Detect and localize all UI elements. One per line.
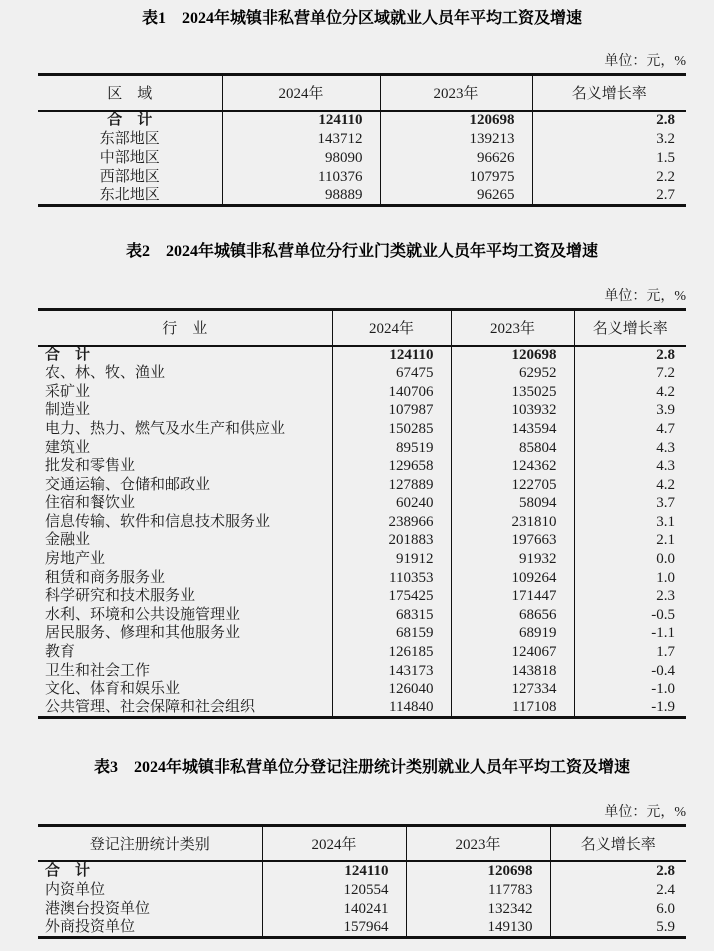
cell-value: 68315 <box>332 606 451 625</box>
cell-value: 4.3 <box>574 438 686 457</box>
row-label: 中部地区 <box>99 149 160 166</box>
table-row <box>38 680 686 699</box>
table-row <box>38 346 686 365</box>
cell-value: 107987 <box>332 401 451 420</box>
table-row <box>38 643 686 662</box>
row-label: 房地产业 <box>45 551 106 568</box>
table-row <box>38 861 686 880</box>
cell-value: 4.7 <box>574 420 686 439</box>
row-label: 信息传输、软件和信息技术服务业 <box>45 513 271 530</box>
table1-col-growth: 名义增长率 <box>532 75 686 111</box>
row-label: 合 计 <box>45 347 91 364</box>
cell-value: 2.1 <box>574 531 686 550</box>
cell-value: 2.8 <box>550 861 686 880</box>
table1-col-2023: 2023年 <box>380 75 532 111</box>
cell-value: 149130 <box>406 918 550 937</box>
row-label: 文化、体育和娱乐业 <box>45 681 181 698</box>
row-label: 科学研究和技术服务业 <box>45 588 196 605</box>
row-label: 公共管理、社会保障和社会组织 <box>45 699 256 716</box>
cell-value: 143594 <box>451 420 574 439</box>
table2-col-industry: 行 业 <box>38 310 332 346</box>
cell-value: 2.4 <box>550 880 686 899</box>
table3-col-2024: 2024年 <box>262 825 406 861</box>
cell-value: 1.7 <box>574 643 686 662</box>
cell-value: 3.9 <box>574 401 686 420</box>
cell-value: 6.0 <box>550 899 686 918</box>
table-row <box>38 168 686 187</box>
cell-value: 62952 <box>451 364 574 383</box>
table-row <box>38 420 686 439</box>
cell-value: 124110 <box>222 111 380 130</box>
table1-header-row <box>38 75 686 111</box>
cell-value: 129658 <box>332 457 451 476</box>
table2-col-growth: 名义增长率 <box>574 310 686 346</box>
table-row <box>38 587 686 606</box>
cell-value: -1.0 <box>574 680 686 699</box>
cell-value: 107975 <box>380 168 532 187</box>
cell-value: 98889 <box>222 187 380 206</box>
table-row <box>38 111 686 130</box>
row-label: 西部地区 <box>99 168 160 185</box>
table1-col-region: 区 域 <box>38 75 222 111</box>
table-row <box>38 149 686 168</box>
table-row <box>38 624 686 643</box>
cell-value: 85804 <box>451 438 574 457</box>
table-row <box>38 494 686 513</box>
cell-value: 110376 <box>222 168 380 187</box>
table2-col-2023: 2023年 <box>451 310 574 346</box>
cell-value: 91912 <box>332 550 451 569</box>
cell-value: 231810 <box>451 513 574 532</box>
cell-value: 143818 <box>451 662 574 681</box>
cell-value: 127889 <box>332 476 451 495</box>
table3-col-growth: 名义增长率 <box>550 825 686 861</box>
row-label: 建筑业 <box>45 439 91 456</box>
cell-value: 117108 <box>451 699 574 718</box>
cell-value: 175425 <box>332 587 451 606</box>
cell-value: 68656 <box>451 606 574 625</box>
table2-body <box>38 346 686 718</box>
table-row <box>38 880 686 899</box>
table-row <box>38 364 686 383</box>
cell-value: 4.3 <box>574 457 686 476</box>
row-label: 合 计 <box>45 863 91 880</box>
table1-body <box>38 111 686 206</box>
table1-col-2024: 2024年 <box>222 75 380 111</box>
cell-value: 124110 <box>262 861 406 880</box>
cell-value: 3.1 <box>574 513 686 532</box>
cell-value: 120698 <box>380 111 532 130</box>
row-label: 采矿业 <box>45 383 91 400</box>
cell-value: -1.9 <box>574 699 686 718</box>
table-row <box>38 569 686 588</box>
cell-value: 2.8 <box>574 346 686 365</box>
cell-value: 4.2 <box>574 476 686 495</box>
cell-value: 89519 <box>332 438 451 457</box>
cell-value: 201883 <box>332 531 451 550</box>
cell-value: 0.0 <box>574 550 686 569</box>
cell-value: 171447 <box>451 587 574 606</box>
cell-value: 2.7 <box>532 187 686 206</box>
table-row <box>38 550 686 569</box>
cell-value: 157964 <box>262 918 406 937</box>
table3-body <box>38 861 686 937</box>
table1-unit-label: 单位：元，% <box>604 54 686 69</box>
cell-value: 140706 <box>332 383 451 402</box>
cell-value: 7.2 <box>574 364 686 383</box>
table2-unit-label: 单位：元，% <box>604 289 686 304</box>
table2-header-row <box>38 310 686 346</box>
row-label: 批发和零售业 <box>45 458 136 475</box>
row-label: 东北地区 <box>99 187 160 203</box>
cell-value: 1.0 <box>574 569 686 588</box>
table-row <box>38 899 686 918</box>
cell-value: 110353 <box>332 569 451 588</box>
table3-title: 表3 2024年城镇非私营单位分登记注册统计类别就业人员年平均工资及增速 <box>93 758 630 776</box>
row-label: 东部地区 <box>99 130 160 147</box>
cell-value: 143712 <box>222 130 380 149</box>
row-label: 制造业 <box>45 402 91 419</box>
table-row <box>38 438 686 457</box>
cell-value: 126040 <box>332 680 451 699</box>
cell-value: 96265 <box>380 187 532 206</box>
cell-value: 124067 <box>451 643 574 662</box>
cell-value: 58094 <box>451 494 574 513</box>
cell-value: 127334 <box>451 680 574 699</box>
table1-title: 表1 2024年城镇非私营单位分区域就业人员年平均工资及增速 <box>141 10 582 27</box>
cell-value: 67475 <box>332 364 451 383</box>
row-label: 水利、环境和公共设施管理业 <box>45 606 241 623</box>
table3-col-2023: 2023年 <box>406 825 550 861</box>
table-row <box>38 531 686 550</box>
cell-value: 2.3 <box>574 587 686 606</box>
row-label: 港澳台投资单位 <box>45 900 151 917</box>
cell-value: 114840 <box>332 699 451 718</box>
cell-value: 132342 <box>406 899 550 918</box>
table-row <box>38 383 686 402</box>
table2-section <box>38 241 686 719</box>
cell-value: 120554 <box>262 880 406 899</box>
table-row <box>38 918 686 937</box>
cell-value: 68919 <box>451 624 574 643</box>
row-label: 住宿和餐饮业 <box>45 495 136 512</box>
row-label: 电力、热力、燃气及水生产和供应业 <box>45 420 286 437</box>
table-row <box>38 457 686 476</box>
cell-value: 120698 <box>406 861 550 880</box>
industry-wage-table <box>38 308 686 719</box>
table3-col-regtype: 登记注册统计类别 <box>38 825 262 861</box>
row-label: 金融业 <box>45 532 91 549</box>
table-row <box>38 606 686 625</box>
registration-type-wage-table <box>38 824 686 939</box>
table2-col-2024: 2024年 <box>332 310 451 346</box>
cell-value: -0.5 <box>574 606 686 625</box>
table-row <box>38 187 686 206</box>
row-label: 内资单位 <box>45 881 106 898</box>
cell-value: 60240 <box>332 494 451 513</box>
table-row <box>38 130 686 149</box>
table1-section <box>38 8 686 207</box>
row-label: 教育 <box>45 644 76 661</box>
cell-value: 96626 <box>380 149 532 168</box>
table-row <box>38 662 686 681</box>
row-label: 合 计 <box>107 112 153 129</box>
cell-value: -0.4 <box>574 662 686 681</box>
cell-value: 2.8 <box>532 111 686 130</box>
table3-unit-label: 单位：元，% <box>604 804 686 820</box>
cell-value: 139213 <box>380 130 532 149</box>
table3-section <box>38 757 686 939</box>
cell-value: 120698 <box>451 346 574 365</box>
cell-value: 98090 <box>222 149 380 168</box>
cell-value: 143173 <box>332 662 451 681</box>
table-row <box>38 476 686 495</box>
row-label: 租赁和商务服务业 <box>45 569 166 586</box>
cell-value: 197663 <box>451 531 574 550</box>
row-label: 交通运输、仓储和邮政业 <box>45 476 211 493</box>
cell-value: 3.2 <box>532 130 686 149</box>
table-row <box>38 699 686 718</box>
row-label: 居民服务、修理和其他服务业 <box>45 625 241 642</box>
cell-value: 4.2 <box>574 383 686 402</box>
table-row <box>38 513 686 532</box>
cell-value: 124110 <box>332 346 451 365</box>
row-label: 农、林、牧、渔业 <box>45 365 166 382</box>
cell-value: 109264 <box>451 569 574 588</box>
table3-header-row <box>38 825 686 861</box>
row-label: 外商投资单位 <box>45 918 136 935</box>
cell-value: 122705 <box>451 476 574 495</box>
cell-value: 91932 <box>451 550 574 569</box>
cell-value: 126185 <box>332 643 451 662</box>
cell-value: 135025 <box>451 383 574 402</box>
cell-value: -1.1 <box>574 624 686 643</box>
table2-title: 表2 2024年城镇非私营单位分行业门类就业人员年平均工资及增速 <box>125 243 598 260</box>
cell-value: 1.5 <box>532 149 686 168</box>
cell-value: 238966 <box>332 513 451 532</box>
cell-value: 2.2 <box>532 168 686 187</box>
region-wage-table <box>38 73 686 207</box>
row-label: 卫生和社会工作 <box>45 662 151 679</box>
cell-value: 5.9 <box>550 918 686 937</box>
cell-value: 117783 <box>406 880 550 899</box>
table-row <box>38 401 686 420</box>
cell-value: 103932 <box>451 401 574 420</box>
cell-value: 140241 <box>262 899 406 918</box>
cell-value: 68159 <box>332 624 451 643</box>
cell-value: 150285 <box>332 420 451 439</box>
cell-value: 124362 <box>451 457 574 476</box>
cell-value: 3.7 <box>574 494 686 513</box>
